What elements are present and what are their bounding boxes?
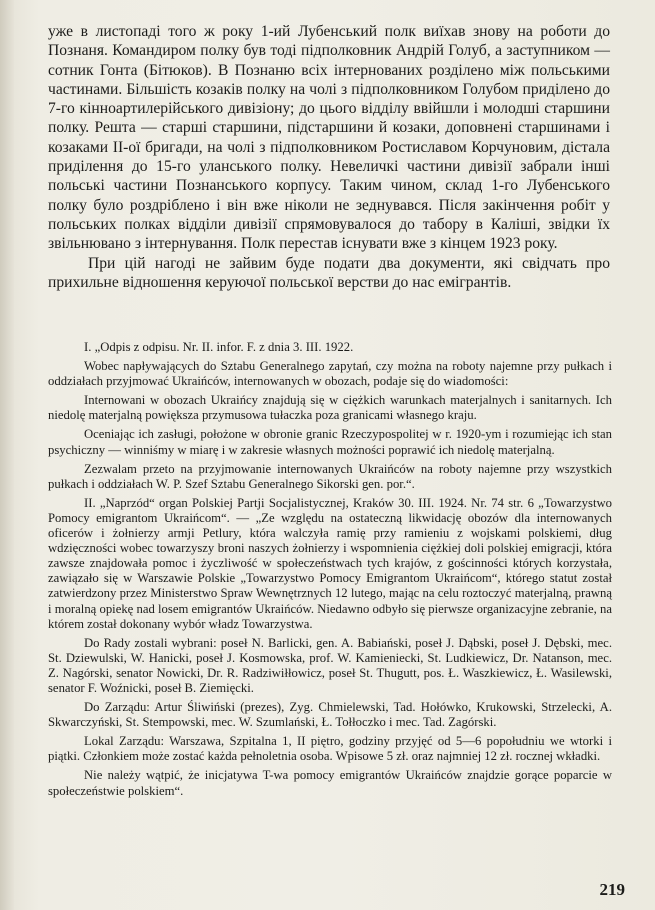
document-1-heading: I. „Odpis z odpisu. Nr. II. infor. F. z dnia 3. III. 1922. (84, 340, 354, 354)
document-1-paragraph-4: Zezwalam przeto na przyjmowanie internowanych Ukraińców na roboty najemne przy wszystkich pułkach i oddziałach W. P. Szef Sztabu Generalnego Sikorski gen. por.“. (48, 461, 612, 491)
document-2-paragraph-2: Do Rady zostali wybrani: poseł N. Barlicki, gen. A. Babiański, poseł J. Dąbski, poseł J. Dębski, mec. St. Dziewulski, W. Hanicki, poseł J. Kosmowska, prof. W. Kamieniecki, St. Ludkiewicz, Dr. Natanson, mec. Z. Nagórski, senator Nowicki, Dr. R. Radziwiłłowicz, poseł St. Thugutt, pos. Ł. Waszkiewicz, Ł. Wasilewski, senator F. Woźnicki, poseł B. Ziemięcki. (48, 635, 612, 695)
page-edge-shadow (0, 0, 14, 910)
document-1-paragraph-3: Oceniając ich zasługi, położone w obronie granic Rzeczypospolitej w r. 1920-ym i rozumiejąc ich stan psychiczny — winniśmy w miarę i w zakresie własnych możności poprawić ich niedolę materjalną. (48, 427, 612, 457)
page-number: 219 (599, 880, 625, 899)
ukrainian-paragraph-2: При цій нагоді не зайвим буде подати два документи, які свідчать про прихильне відношення керуючої польської верстви до нас емігрантів. (48, 254, 610, 291)
polish-documents-block (48, 340, 612, 803)
document-2-paragraph-5: Nie należy wątpić, że inicjatywa T-wa pomocy emigrantów Ukraińców znajdzie gorące poparcie w społeczeństwie polskiem“. (48, 768, 612, 798)
document-1-paragraph-2: Internowani w obozach Ukraińcy znajdują się w ciężkich warunkach materjalnych i sanitarnych. Ich niedolę materjalną powiększa przymusowa tułaczka poza granicami własnego kraju. (48, 393, 612, 423)
ukrainian-paragraph-1: уже в листопаді того ж року 1-ий Лубенський полк виїхав знову на роботи до Познаня. Командиром полку був тоді підполковник Андрій Голуб, а заступником — сотник Гонта (Бітюков). В Познаню всіх інтернованих розділено між польськими частинами. Більшість козаків полку на чолі з підполковником Голубом приділено до 7-го кінноартилерійського дивізіону; до цього відділу ввійшли і молодші старшини полку. Решта — старші старшини, підстаршини й козаки, доповнені старшинами і козаками ІІ-ої бригади, на чолі з підполковником Ростиславом Корчуновим, дістала приділення до 15-го уланського полку. Невеличкі частини дивізії забрали інші польські частини Познанського корпусу. Таким чином, склад 1-го Лубенського полку було роздріблено і він вже ніколи не зеднувався. Після закінчення робіт у польських полках відділи дивізії спрямовувалося до табору в Каліші, звідки їх звільнювано з інтернування. Полк перестав існувати вже з кінцем 1923 року. (48, 23, 610, 253)
document-2-paragraph-1: II. „Naprzód“ organ Polskiej Partji Socjalistycznej, Kraków 30. III. 1924. Nr. 74 str. 6 „Towarzystwo Pomocy emigrantom Ukraińcom“. — „Ze względu na ostateczną likwidację obozów dla internowanych oficerów i żołnierzy armji Petlury, która walczyła ramię przy ramieniu z wojskami polskiemi, dług wdzięczności wobec towarzyszy broni naszych żołnierzy i wspomnienia ciężkiej doli polskiej emigracji, która zawsze znajdowała pomoc i życzliwość w społeczeństwach tych krajów, z gościnności których korzystała, zawiązało się w Warszawie Polskie „Towarzystwo Pomocy Emigrantom Ukraińcom“, którego statut został zatwierdzony przez Ministerstwo Spraw Wewnętrznych 12 lutego, mając na celu roztoczyć materjalną, prawną i moralną opiekę nad losem emigrantów Ukraińców. Niedawno odbyło się pierwsze organizacyjne zebranie, na którem został dokonany wybór władz Towarzystwa. (48, 495, 612, 631)
document-1-paragraph-1: Wobec napływających do Sztabu Generalnego zapytań, czy można na roboty najemne przy pułkach i oddziałach przyjmować Ukraińców, internowanych w obozach, podaje się do wiadomości: (48, 359, 612, 389)
document-2-paragraph-3: Do Zarządu: Artur Śliwiński (prezes), Zyg. Chmielewski, Tad. Hołówko, Krukowski, Strzelecki, A. Skwarczyński, St. Stempowski, mec. W. Szumlański, Ł. Tołłoczko i mec. Tad. Zagórski. (48, 700, 612, 730)
ukrainian-text-block (48, 22, 610, 292)
document-2-paragraph-4: Lokal Zarządu: Warszawa, Szpitalna 1, II piętro, godziny przyjęć od 5—6 popołudniu we wtorki i piątki. Członkiem może zostać każda pełnoletnia osoba. Wpisowe 5 zł. oraz najmniej 12 zł. rocznej wkładki. (48, 734, 612, 764)
